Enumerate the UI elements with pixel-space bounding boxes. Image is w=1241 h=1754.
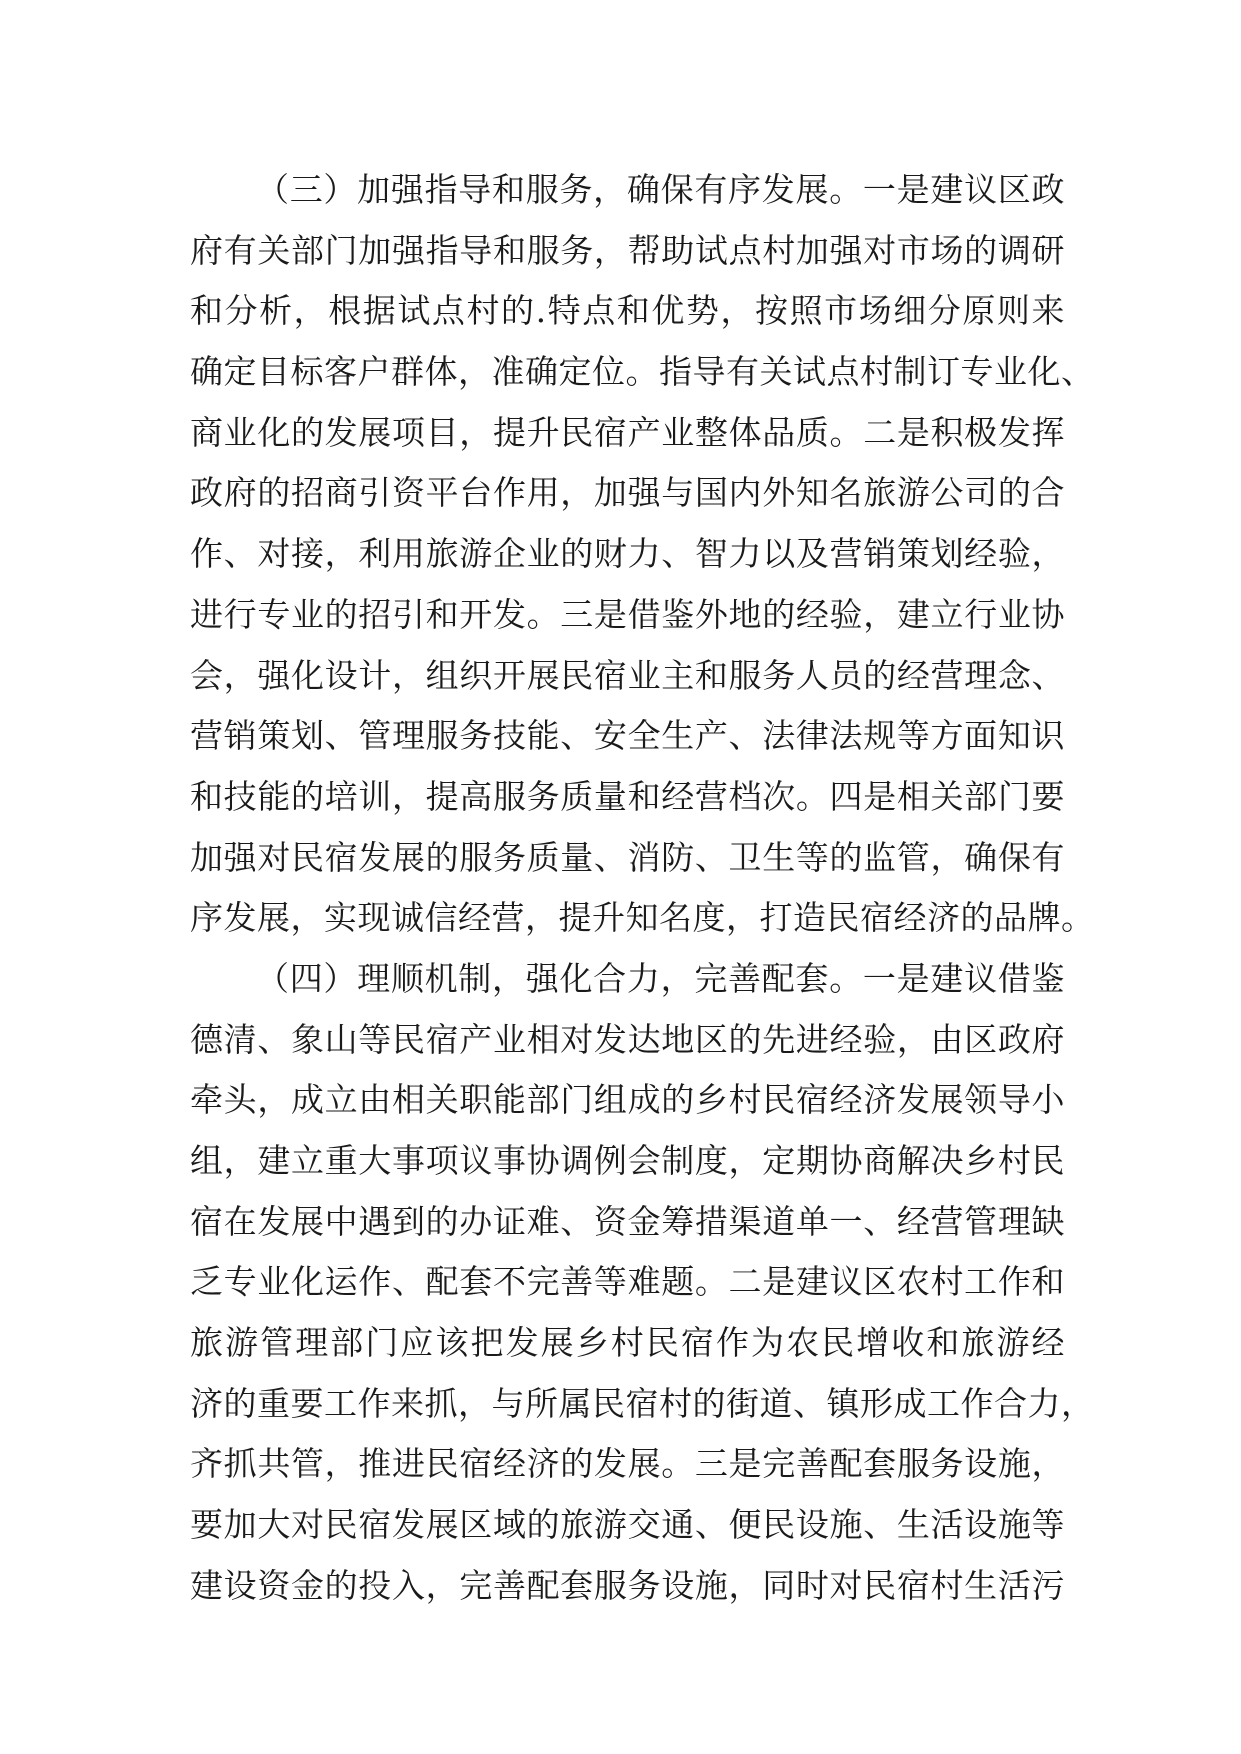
paragraph-line: 牵头，成立由相关职能部门组成的乡村民宿经济发展领导小 [190,1080,1065,1120]
paragraph-3 [190,160,1095,949]
paragraph-line: 建设资金的投入，完善配套服务设施，同时对民宿村生活污 [190,1565,1065,1605]
document-body [190,160,1095,1617]
paragraph-line: 和技能的培训，提高服务质量和经营档次。四是相关部门要 [190,776,1065,816]
paragraph-line: （三）加强指导和服务，确保有序发展。一是建议区政 [256,170,1065,209]
paragraph-line: 作、对接，利用旅游企业的财力、智力以及营销策划经验， [190,534,1065,574]
paragraph-4 [190,949,1095,1617]
paragraph-line: 进行专业的招引和开发。三是借鉴外地的经验，建立行业协 [190,594,1065,634]
paragraph-line: 商业化的发展项目，提升民宿产业整体品质。二是积极发挥 [190,412,1065,452]
paragraph-line: 序发展，实现诚信经营，提升知名度，打造民宿经济的品牌。 [190,898,1095,938]
paragraph-line: 营销策划、管理服务技能、安全生产、法律法规等方面知识 [190,716,1065,756]
paragraph-line: 济的重要工作来抓，与所属民宿村的街道、镇形成工作合力， [190,1383,1095,1423]
paragraph-line: 和分析，根据试点村的.特点和优势，按照市场细分原则来 [190,291,1065,331]
paragraph-line: 宿在发展中遇到的办证难、资金筹措渠道单一、经营管理缺 [190,1201,1065,1241]
paragraph-line: 齐抓共管，推进民宿经济的发展。三是完善配套服务设施， [190,1444,1065,1484]
paragraph-line: 德清、象山等民宿产业相对发达地区的先进经验，由区政府 [190,1019,1065,1059]
paragraph-line: （四）理顺机制，强化合力，完善配套。一是建议借鉴 [256,958,1065,998]
paragraph-line: 加强对民宿发展的服务质量、消防、卫生等的监管，确保有 [190,837,1065,877]
paragraph-line: 府有关部门加强指导和服务，帮助试点村加强对市场的调研 [190,230,1065,270]
paragraph-line: 确定目标客户群体，准确定位。指导有关试点村制订专业化、 [190,352,1095,392]
paragraph-line: 组，建立重大事项议事协调例会制度，定期协商解决乡村民 [190,1141,1065,1180]
paragraph-line: 要加大对民宿发展区域的旅游交通、便民设施、生活设施等 [190,1505,1065,1545]
paragraph-line: 政府的招商引资平台作用，加强与国内外知名旅游公司的合 [190,473,1065,513]
paragraph-line: 会，强化设计，组织开展民宿业主和服务人员的经营理念、 [190,655,1065,695]
paragraph-line: 乏专业化运作、配套不完善等难题。二是建议区农村工作和 [190,1262,1065,1302]
paragraph-line: 旅游管理部门应该把发展乡村民宿作为农民增收和旅游经 [190,1323,1065,1363]
